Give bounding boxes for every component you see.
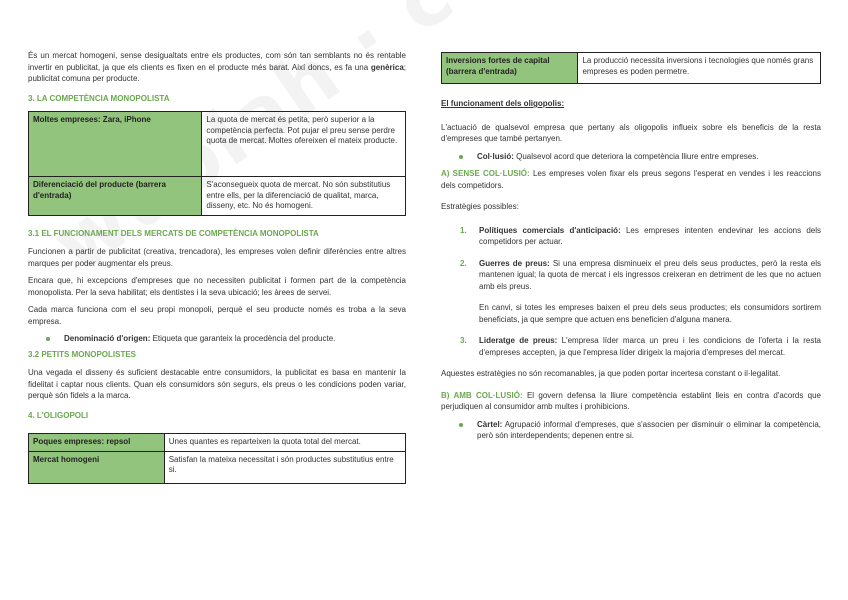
paragraph: A) SENSE COL·LUSIÓ: Les empreses volen fixar els preus segons l'esperat en vendes i les reaccions dels competidors. (441, 169, 821, 190)
section-heading-4: 4. L'OLIGOPOLI (28, 410, 89, 420)
paragraph: Una vegada el disseny és suficient destacable entre consumidors, la publicitat es basa en mantenir la fidelitat i captar nous clients. Quan els consumidors són segurs, els preus o les condicions poden variar, perquè són fidels a la marca. (28, 368, 406, 400)
paragraph: L'actuació de qualsevol empresa que pertany als oligopolis influeix sobre els beneficis de la resta d'empreses que també pertanyen. (441, 122, 821, 143)
list-item: 3. Lideratge de preus: L'empresa líder marca un preu i les condicions de l'oferta i la resta d'empreses accepten, ja que l'empresa líder dirigeix la majoria d'empreses del mercat. (460, 336, 821, 357)
table-value: La quota de mercat és petita, però superior a la competència perfecta. Pot pujar el preu sense perdre quota de mercat. Moltes ofereixen el mateix producte. (202, 112, 406, 177)
table-row (29, 434, 406, 452)
left-column (28, 50, 406, 484)
numbered-list (441, 225, 821, 359)
list-number: 1. (460, 225, 467, 235)
bullet-list (28, 333, 406, 345)
table-monopolistic-competition (28, 111, 406, 216)
table-row (29, 451, 406, 483)
table-row (442, 53, 821, 84)
list-number: 3. (460, 336, 467, 345)
paragraph: Cada marca funciona com el seu propi monopoli, perquè el seu producte només es troba a la seva empresa. (28, 305, 406, 326)
table-key: Mercat homogeni (29, 451, 165, 483)
paragraph: Encara que, hi excepcions d'empreses que no necessiten publicitat i formen part de la competència monopolista. Per la seva habilitat; els dentistes i la seva ubicació; les àrees de servei. (28, 276, 406, 297)
paragraph: Estratègies possibles: (441, 202, 519, 211)
list-number: 2. (460, 258, 467, 268)
paragraph: Funcionen a partir de publicitat (creativa, trencadora), les empreses volen definir diferències entre altres marques per poder augmentar els preus. (28, 247, 406, 268)
list-item-extra: En canvi, si totes les empreses baixen el preu dels seus productes; els consumidors sortirem beneficiats, ja que sempre que actuen ens beneficien d'alguna manera. (479, 303, 821, 324)
section-heading-3-2: 3.2 PETITS MONOPOLISTES (28, 349, 137, 359)
right-column (441, 52, 821, 446)
list-item: Denominació d'origen: Etiqueta que garanteix la procedència del producte. (64, 333, 406, 345)
table-key: Diferenciació del producte (barrera d'entrada) (29, 177, 202, 216)
paragraph: Aquestes estratègies no són recomanables, ja que poden portar incertesa constant o il·legalitat. (441, 369, 781, 378)
table-key: Inversions fortes de capital (barrera d'entrada) (442, 53, 578, 84)
list-item: 2. Guerres de preus: Si una empresa disminueix el preu dels seus productes, però la resta els mantenen igual; la quota de mercat i els ingressos creixeran en detriment de les que no actuen amb els preus. En canvi, si totes les empreses baixen el preu dels seus productes; els consumidors sortirem beneficiats, ja que sempre que actuen ens beneficien d'alguna manera. (460, 258, 821, 324)
paragraph: B) AMB COL·LUSIÓ: El govern defensa la lliure competència establint lleis en contra d'acords que perjudiquen al consumidor amb multes i prohibicions. (441, 390, 821, 411)
list-item: Col·lusió: Qualsevol acord que deteriora la competència lliure entre empreses. (477, 151, 821, 163)
table-oligopoly-continued (441, 52, 821, 84)
table-key: Poques empreses: repsol (29, 434, 165, 452)
list-item: Càrtel: Agrupació informal d'empreses, que s'associen per disminuir o eliminar la competència, però són interdependents; depenen entre si. (477, 419, 821, 440)
table-value: S'aconsegueix quota de mercat. No són substitutius entre ells, per la diferenciació de qualitat, marca, disseny, etc. No és homogeni. (202, 177, 406, 216)
table-row (29, 177, 406, 216)
section-heading-3: 3. LA COMPETÈNCIA MONOPOLISTA (28, 93, 170, 103)
table-value: La producció necessita inversions i tecnologies que només grans empreses es poden permetre. (578, 53, 821, 84)
list-item: 1. Polítiques comercials d'anticipació: Les empreses intenten endevinar les accions dels competidors per actuar. (460, 225, 821, 246)
table-key: Moltes empreses: Zara, iPhone (29, 112, 202, 177)
bullet-list (441, 151, 821, 163)
intro-paragraph: És un mercat homogeni, sense desigualtats entre els productes, com són tan semblants no és rentable invertir en publicitat, ja que els clients es fixen en el producte més barat. Així doncs, es fa una genèrica; publicitat comuna per producte. (28, 51, 406, 83)
section-heading-3-1: 3.1 EL FUNCIONAMENT DELS MERCATS DE COMPETÈNCIA MONOPOLISTA (28, 228, 319, 238)
table-row (29, 112, 406, 177)
subsection-title: El funcionament dels oligopolis: (441, 99, 565, 108)
table-value: Unes quantes es reparteixen la quota total del mercat. (164, 434, 405, 452)
table-value: Satisfan la mateixa necessitat i són productes substitutius entre si. (164, 451, 405, 483)
table-oligopoly (28, 433, 406, 484)
bullet-list (441, 419, 821, 442)
